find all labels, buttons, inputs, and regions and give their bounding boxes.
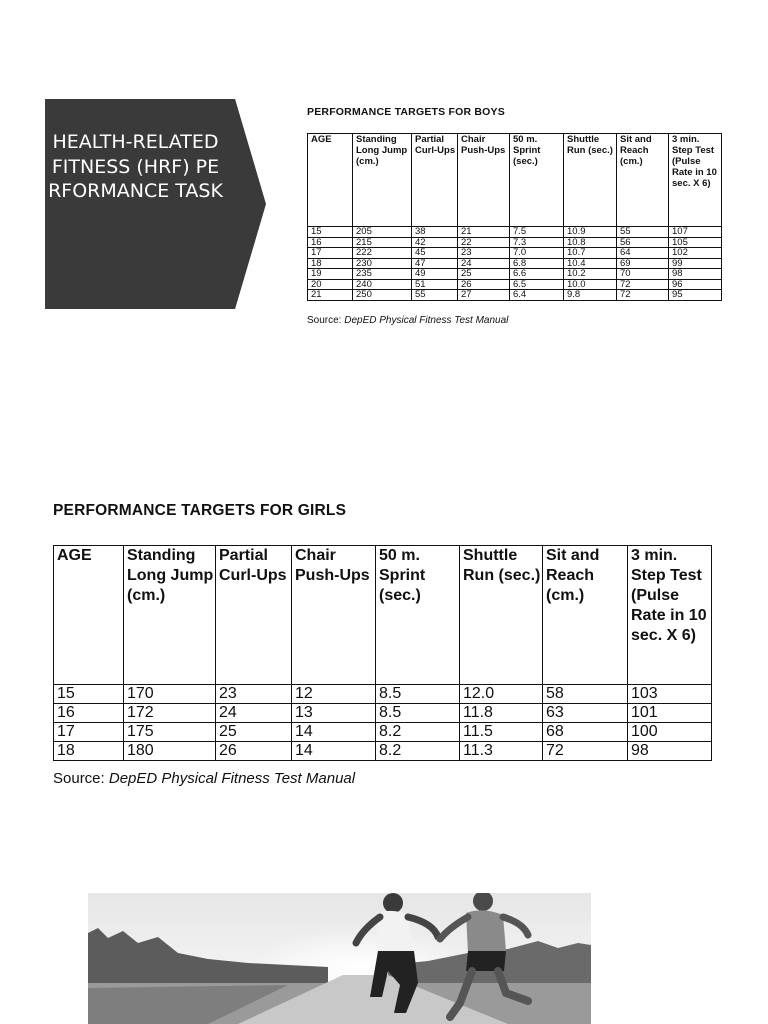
boys-header-cell: Chair Push-Ups bbox=[458, 134, 510, 227]
table-cell: 215 bbox=[353, 237, 412, 248]
table-cell: 95 bbox=[669, 290, 722, 301]
table-cell: 98 bbox=[669, 269, 722, 280]
table-cell: 68 bbox=[543, 723, 628, 742]
table-cell: 23 bbox=[458, 248, 510, 259]
table-row bbox=[54, 742, 712, 761]
table-cell: 8.2 bbox=[376, 742, 460, 761]
girls-header-cell: Chair Push-Ups bbox=[292, 546, 376, 685]
table-cell: 11.8 bbox=[460, 704, 543, 723]
table-cell: 170 bbox=[124, 685, 216, 704]
girls-table-title: PERFORMANCE TARGETS FOR GIRLS bbox=[53, 502, 347, 519]
table-cell: 7.0 bbox=[510, 248, 564, 259]
table-cell: 98 bbox=[628, 742, 712, 761]
table-cell: 55 bbox=[412, 290, 458, 301]
table-cell: 10.0 bbox=[564, 279, 617, 290]
boys-table-source bbox=[307, 315, 508, 326]
table-row bbox=[54, 704, 712, 723]
boys-header-cell: Partial Curl-Ups bbox=[412, 134, 458, 227]
table-cell: 18 bbox=[308, 258, 353, 269]
table-cell: 17 bbox=[54, 723, 124, 742]
table-cell: 11.3 bbox=[460, 742, 543, 761]
slide-title: HEALTH-RELATED FITNESS (HRF) PERFORMANCE TASK bbox=[48, 131, 223, 202]
girls-header-cell: Shuttle Run (sec.) bbox=[460, 546, 543, 685]
table-cell: 16 bbox=[54, 704, 124, 723]
table-cell: 230 bbox=[353, 258, 412, 269]
table-cell: 42 bbox=[412, 237, 458, 248]
boys-header-cell: 3 min. Step Test (Pulse Rate in 10 sec. X 6) bbox=[669, 134, 722, 227]
table-cell: 99 bbox=[669, 258, 722, 269]
table-cell: 55 bbox=[617, 227, 669, 238]
table-cell: 51 bbox=[412, 279, 458, 290]
girls-header-cell: 3 min. Step Test (Pulse Rate in 10 sec. X 6) bbox=[628, 546, 712, 685]
table-cell: 25 bbox=[216, 723, 292, 742]
table-cell: 22 bbox=[458, 237, 510, 248]
table-cell: 14 bbox=[292, 723, 376, 742]
girls-header-cell: Standing Long Jump (cm.) bbox=[124, 546, 216, 685]
boys-header-row bbox=[308, 134, 722, 227]
table-cell: 235 bbox=[353, 269, 412, 280]
source-title: DepED Physical Fitness Test Manual bbox=[344, 315, 509, 326]
table-cell: 23 bbox=[216, 685, 292, 704]
girls-header-cell: AGE bbox=[54, 546, 124, 685]
table-cell: 100 bbox=[628, 723, 712, 742]
table-cell: 9.8 bbox=[564, 290, 617, 301]
table-cell: 96 bbox=[669, 279, 722, 290]
table-cell: 10.7 bbox=[564, 248, 617, 259]
table-cell: 222 bbox=[353, 248, 412, 259]
table-cell: 18 bbox=[54, 742, 124, 761]
table-cell: 107 bbox=[669, 227, 722, 238]
table-cell: 45 bbox=[412, 248, 458, 259]
table-cell: 63 bbox=[543, 704, 628, 723]
table-cell: 25 bbox=[458, 269, 510, 280]
girls-table-source bbox=[53, 770, 355, 787]
table-cell: 103 bbox=[628, 685, 712, 704]
table-cell: 49 bbox=[412, 269, 458, 280]
table-cell: 19 bbox=[308, 269, 353, 280]
table-cell: 13 bbox=[292, 704, 376, 723]
table-cell: 72 bbox=[617, 290, 669, 301]
table-cell: 205 bbox=[353, 227, 412, 238]
source-prefix: Source: bbox=[307, 315, 345, 326]
table-cell: 58 bbox=[543, 685, 628, 704]
table-cell: 64 bbox=[617, 248, 669, 259]
table-cell: 105 bbox=[669, 237, 722, 248]
table-cell: 6.6 bbox=[510, 269, 564, 280]
girls-header-row bbox=[54, 546, 712, 685]
table-cell: 6.4 bbox=[510, 290, 564, 301]
boys-header-cell: Standing Long Jump (cm.) bbox=[353, 134, 412, 227]
table-cell: 14 bbox=[292, 742, 376, 761]
girls-header-cell: 50 m. Sprint (sec.) bbox=[376, 546, 460, 685]
table-cell: 27 bbox=[458, 290, 510, 301]
table-cell: 6.8 bbox=[510, 258, 564, 269]
table-cell: 8.5 bbox=[376, 704, 460, 723]
table-cell: 47 bbox=[412, 258, 458, 269]
table-cell: 21 bbox=[308, 290, 353, 301]
boys-header-cell: Shuttle Run (sec.) bbox=[564, 134, 617, 227]
table-cell: 101 bbox=[628, 704, 712, 723]
boys-table-title: PERFORMANCE TARGETS FOR BOYS bbox=[307, 106, 505, 118]
table-row bbox=[54, 723, 712, 742]
table-row bbox=[308, 237, 722, 248]
table-cell: 180 bbox=[124, 742, 216, 761]
table-cell: 10.8 bbox=[564, 237, 617, 248]
table-cell: 240 bbox=[353, 279, 412, 290]
table-row bbox=[308, 258, 722, 269]
source-title: DepED Physical Fitness Test Manual bbox=[108, 770, 356, 787]
table-cell: 10.9 bbox=[564, 227, 617, 238]
table-cell: 8.5 bbox=[376, 685, 460, 704]
table-row bbox=[308, 279, 722, 290]
table-row bbox=[54, 685, 712, 704]
table-cell: 24 bbox=[458, 258, 510, 269]
table-row bbox=[308, 290, 722, 301]
table-row bbox=[308, 269, 722, 280]
boys-header-cell: AGE bbox=[308, 134, 353, 227]
table-cell: 26 bbox=[216, 742, 292, 761]
runners-illustration bbox=[88, 893, 591, 1024]
table-cell: 172 bbox=[124, 704, 216, 723]
table-cell: 69 bbox=[617, 258, 669, 269]
table-cell: 38 bbox=[412, 227, 458, 238]
source-prefix: Source: bbox=[53, 770, 109, 787]
table-cell: 10.4 bbox=[564, 258, 617, 269]
runners-photo bbox=[88, 893, 591, 1024]
table-cell: 250 bbox=[353, 290, 412, 301]
table-cell: 56 bbox=[617, 237, 669, 248]
boys-header-cell: 50 m. Sprint (sec.) bbox=[510, 134, 564, 227]
girls-header-cell: Sit and Reach (cm.) bbox=[543, 546, 628, 685]
table-cell: 7.5 bbox=[510, 227, 564, 238]
table-cell: 102 bbox=[669, 248, 722, 259]
table-cell: 12 bbox=[292, 685, 376, 704]
table-cell: 15 bbox=[308, 227, 353, 238]
table-cell: 12.0 bbox=[460, 685, 543, 704]
girls-performance-table bbox=[53, 545, 712, 761]
boys-header-cell: Sit and Reach (cm.) bbox=[617, 134, 669, 227]
table-cell: 21 bbox=[458, 227, 510, 238]
table-cell: 11.5 bbox=[460, 723, 543, 742]
table-cell: 72 bbox=[543, 742, 628, 761]
boys-performance-table bbox=[307, 133, 722, 301]
table-cell: 17 bbox=[308, 248, 353, 259]
table-cell: 15 bbox=[54, 685, 124, 704]
table-cell: 10.2 bbox=[564, 269, 617, 280]
girls-header-cell: Partial Curl-Ups bbox=[216, 546, 292, 685]
table-cell: 7.3 bbox=[510, 237, 564, 248]
table-row bbox=[308, 227, 722, 238]
table-cell: 175 bbox=[124, 723, 216, 742]
table-cell: 24 bbox=[216, 704, 292, 723]
table-cell: 16 bbox=[308, 237, 353, 248]
table-cell: 72 bbox=[617, 279, 669, 290]
table-cell: 20 bbox=[308, 279, 353, 290]
table-cell: 26 bbox=[458, 279, 510, 290]
table-row bbox=[308, 248, 722, 259]
table-cell: 8.2 bbox=[376, 723, 460, 742]
table-cell: 6.5 bbox=[510, 279, 564, 290]
table-cell: 70 bbox=[617, 269, 669, 280]
